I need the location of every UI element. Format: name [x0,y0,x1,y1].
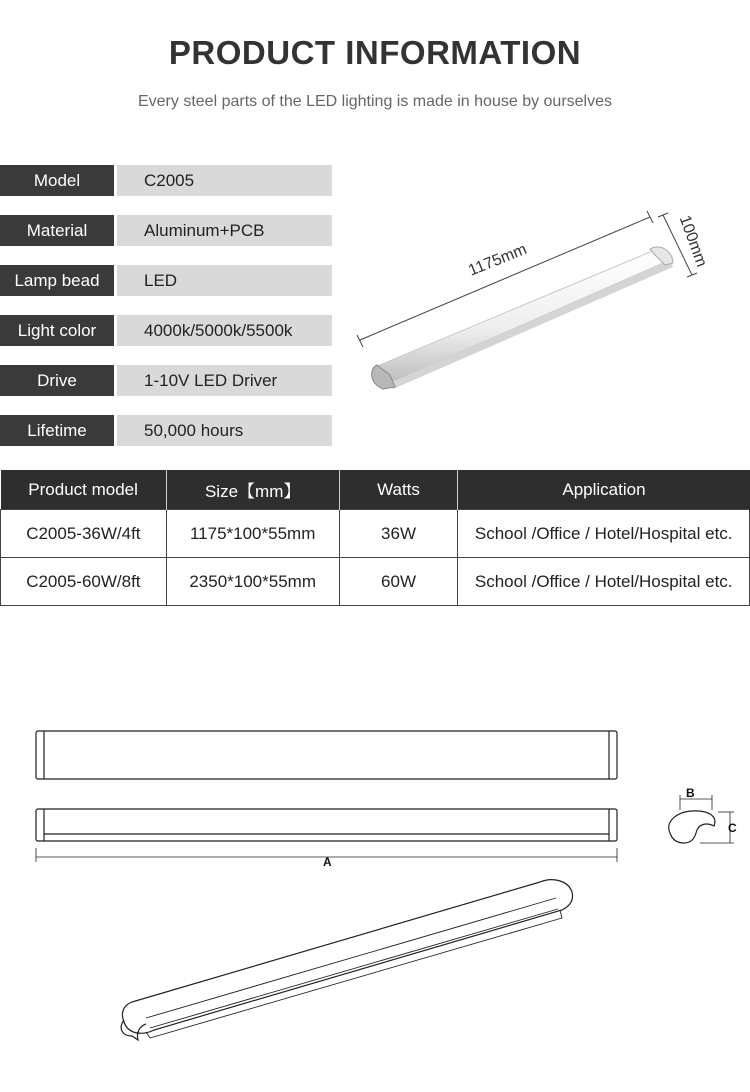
perspective-view [122,880,572,1034]
table-cell: C2005-36W/4ft [1,510,167,558]
end-profile [669,811,715,843]
technical-drawing [0,700,750,1092]
table-cell: School /Office / Hotel/Hospital etc. [458,558,750,606]
dimension-a-label: A [323,855,332,869]
spec-label: Light color [0,315,114,346]
spec-value: 1-10V LED Driver [117,365,332,396]
side-view-outline [36,809,617,841]
table-cell: C2005-60W/8ft [1,558,167,606]
column-header: Size【mm】 [166,470,339,510]
spec-label: Drive [0,365,114,396]
top-view-outline [36,731,617,779]
dimension-c-label: C [728,821,737,835]
width-label: 100mm [675,213,710,270]
light-tube [375,250,670,383]
dimension-b-label: B [686,786,695,800]
table-row [1,510,750,558]
table-cell: 60W [339,558,458,606]
length-label: 1175mm [466,240,530,280]
table-header-row [1,470,750,510]
column-header: Watts [339,470,458,510]
page-subtitle: Every steel parts of the LED lighting is made in house by ourselves [137,93,613,110]
spec-value: 4000k/5000k/5500k [117,315,332,346]
product-photo [355,205,735,405]
spec-value: C2005 [117,165,332,196]
table-cell: 36W [339,510,458,558]
spec-value: Aluminum+PCB [117,215,332,246]
table-cell: School /Office / Hotel/Hospital etc. [458,510,750,558]
column-header: Application [458,470,750,510]
table-cell: 1175*100*55mm [166,510,339,558]
page-title: PRODUCT INFORMATION [168,34,582,71]
spec-value: LED [117,265,332,296]
spec-label: Lifetime [0,415,114,446]
table-cell: 2350*100*55mm [166,558,339,606]
spec-label: Model [0,165,114,196]
table-row [1,558,750,606]
spec-value: 50,000 hours [117,415,332,446]
spec-label: Material [0,215,114,246]
spec-label: Lamp bead [0,265,114,296]
column-header: Product model [1,470,167,510]
model-table [0,470,750,606]
